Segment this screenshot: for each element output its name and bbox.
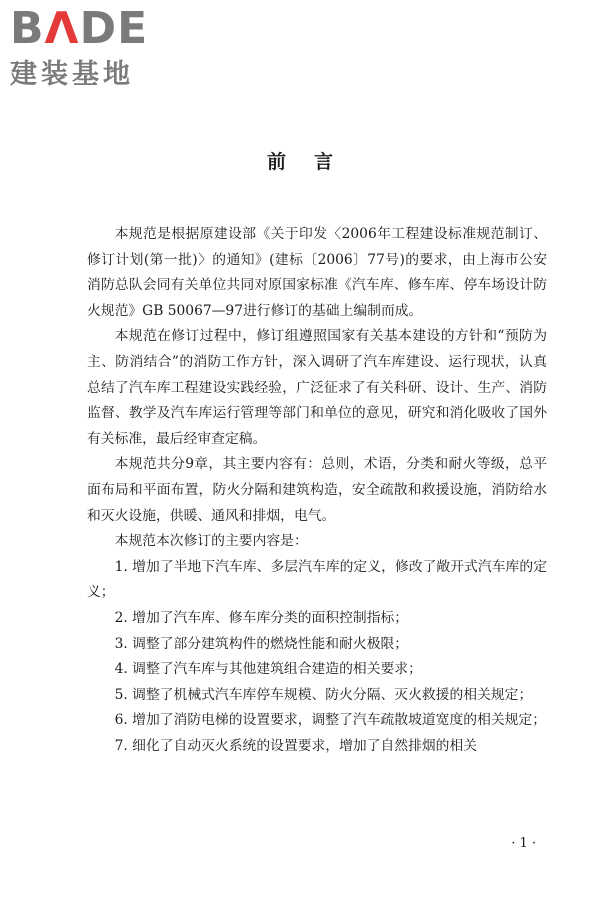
list-item-6: 6. 增加了消防电梯的设置要求，调整了汽车疏散坡道宽度的相关规定； <box>114 712 547 729</box>
list-item-7: 7. 细化了自动灭火系统的设置要求，增加了自然排烟的相关 <box>114 737 478 754</box>
paragraph-revision-items-heading: 本规范本次修订的主要内容是： <box>114 533 308 550</box>
bade-logo <box>10 4 180 92</box>
list-item-5: 5. 调整了机械式汽车库停车规模、防火分隔、灭火救援的相关规定； <box>114 686 533 703</box>
logo-letter-b: B <box>10 3 45 54</box>
logo-letter-a-accent: Λ <box>44 3 80 54</box>
page-number: · 1 · <box>511 836 536 851</box>
page-title: 前言 <box>266 151 361 173</box>
logo-wordmark <box>10 4 148 54</box>
document-body <box>87 222 547 759</box>
list-item-2: 2. 增加了汽车库、修车库分类的面积控制指标； <box>114 609 409 626</box>
list-item-3: 3. 调整了部分建筑构件的燃烧性能和耐火极限； <box>114 635 409 652</box>
logo-letters-de: DE <box>79 3 149 54</box>
paragraph-intro: 本规范是根据原建设部《关于印发〈2006年工程建设标准规范制订、修订计划(第一批)〉的通知》(建标〔2006〕77号)的要求，由上海市公安消防总队会同有关单位共同对原国家标准《汽车库、修车库、停车场设计防火规范》GB 50067—97进行修订的基础上编制而成。 <box>87 226 547 319</box>
paragraph-revision-process: 本规范在修订过程中，修订组遵照国家有关基本建设的方针和“预防为主、防消结合”的消防工作方针，深入调研了汽车库建设、运行现状，认真总结了汽车库工程建设实践经验，广泛征求了有关科研、设计、生产、消防监督、教学及汽车库运行管理等部门和单位的意见，研究和消化吸收了国外有关标准，最后经审查定稿。 <box>87 328 547 447</box>
list-item-1: 1. 增加了半地下汽车库、多层汽车库的定义，修改了敞开式汽车库的定义； <box>87 558 547 601</box>
list-item-4: 4. 调整了汽车库与其他建筑组合建造的相关要求； <box>114 661 422 678</box>
logo-subtitle: 建装基地 <box>10 59 134 90</box>
paragraph-chapters: 本规范共分9章，其主要内容有：总则，术语，分类和耐火等级，总平面布局和平面布置，防火分隔和建筑构造，安全疏散和救援设施，消防给水和灭火设施，供暖、通风和排烟，电气。 <box>87 456 547 524</box>
